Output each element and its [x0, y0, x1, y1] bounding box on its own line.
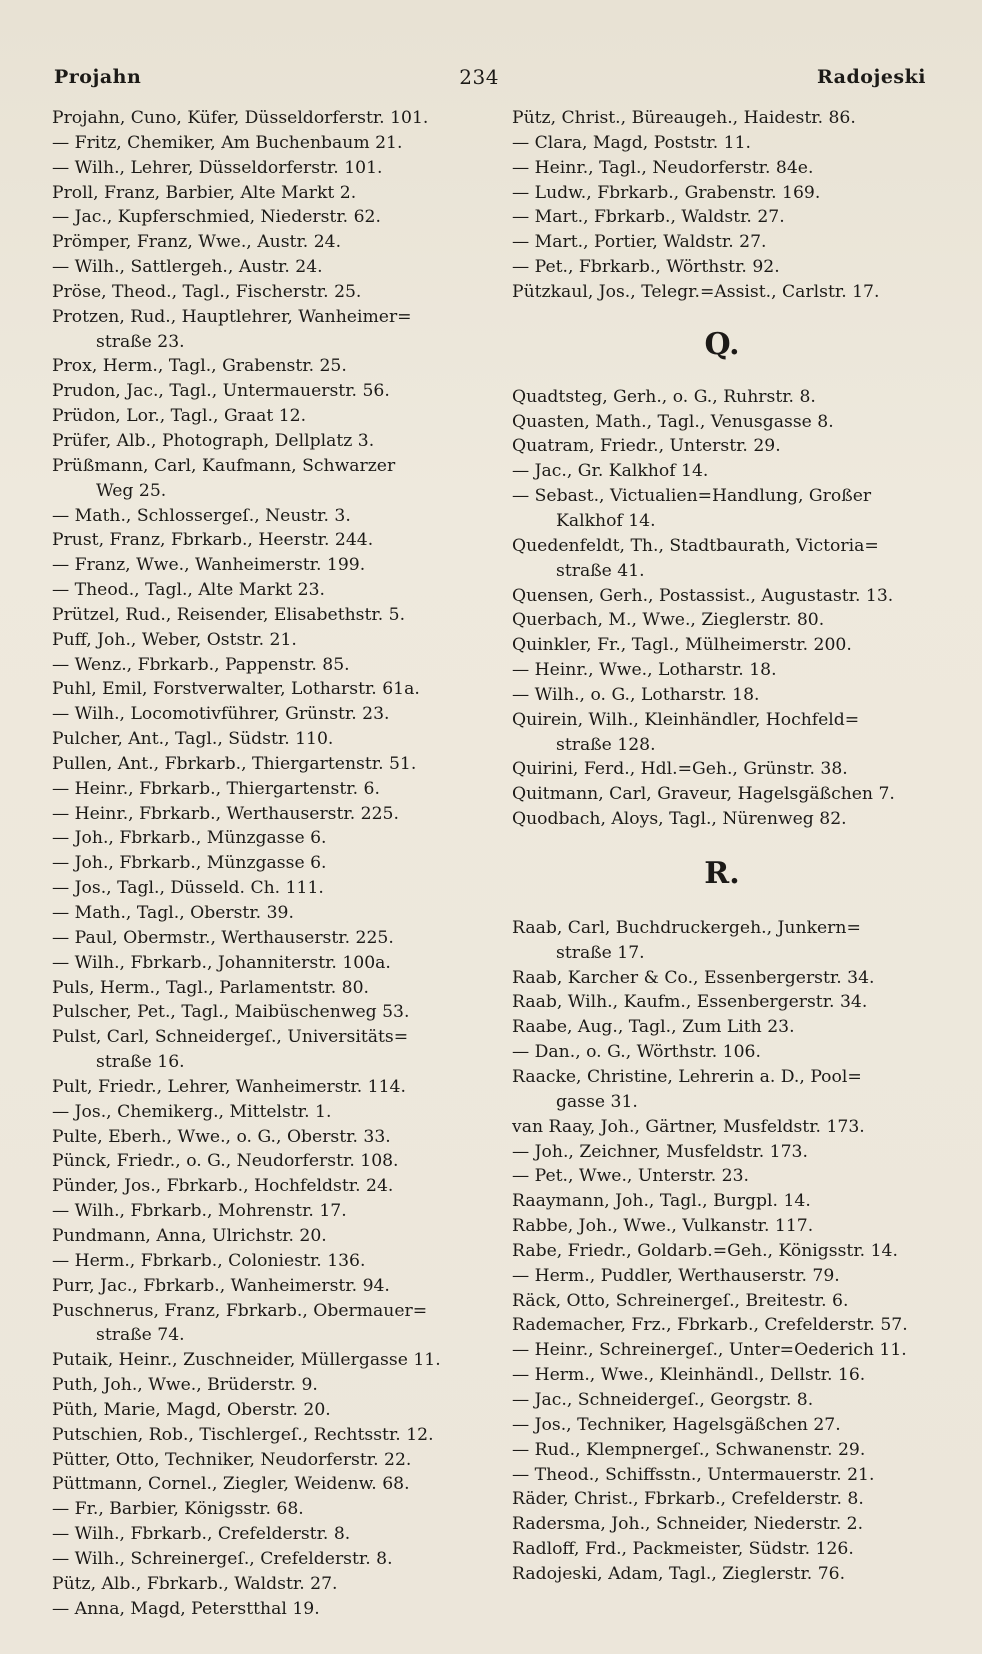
directory-entry: Projahn, Cuno, Küfer, Düsseldorferstr. 101. — [52, 108, 429, 128]
directory-entry: — Herm., Puddler, Werthauserstr. 79. — [512, 1265, 840, 1286]
page-number: 234 — [459, 65, 499, 89]
directory-entry: — Pet., Wwe., Unterstr. 23. — [512, 1166, 750, 1187]
directory-entry: Rademacher, Frz., Fbrkarb., Crefelderstr. 57. — [512, 1315, 908, 1336]
directory-entry: Püttmann, Cornel., Ziegler, Weidenw. 68. — [52, 1474, 410, 1495]
left-column — [52, 106, 484, 1621]
directory-entry: — Wilh., o. G., Lotharstr. 18. — [512, 684, 760, 705]
directory-entry: Prüßmann, Carl, Kaufmann, Schwarzer — [52, 455, 396, 476]
directory-entry: Raab, Wilh., Kaufm., Essenbergerstr. 34. — [512, 992, 868, 1013]
directory-entry: Prützel, Rud., Reisender, Elisabethstr. 5. — [52, 604, 406, 625]
directory-entry: Pünck, Friedr., o. G., Neudorferstr. 108. — [52, 1151, 399, 1172]
directory-entry: Püth, Marie, Magd, Oberstr. 20. — [52, 1399, 331, 1420]
directory-entry: Raab, Carl, Buchdruckergeh., Junkern= — [512, 917, 861, 938]
directory-entry: — Fritz, Chemiker, Am Buchenbaum 21. — [52, 132, 403, 153]
directory-entry: — Pet., Fbrkarb., Wörthstr. 92. — [512, 257, 780, 278]
directory-entry: — Mart., Portier, Waldstr. 27. — [512, 232, 767, 253]
directory-entry: Pullen, Ant., Fbrkarb., Thiergartenstr. 51. — [52, 753, 417, 774]
directory-entry: straße 128. — [556, 734, 656, 755]
directory-entry: Pundmann, Anna, Ulrichstr. 20. — [52, 1225, 327, 1246]
directory-entry: straße 16. — [96, 1052, 185, 1073]
directory-entry: Putschien, Rob., Tischlergeſ., Rechtsstr. 12. — [52, 1424, 434, 1445]
header-right-word: Radojeski — [816, 66, 926, 88]
r-entries — [512, 916, 932, 1587]
directory-entry: — Fr., Barbier, Königsstr. 68. — [52, 1499, 304, 1520]
directory-entry: — Wilh., Schreinergeſ., Crefelderstr. 8. — [52, 1548, 393, 1569]
directory-entry: Radloff, Frd., Packmeister, Südstr. 126. — [512, 1539, 854, 1560]
directory-entry: Protzen, Rud., Hauptlehrer, Wanheimer= — [52, 306, 412, 327]
directory-entry: Quitmann, Carl, Graveur, Hagelsgäßchen 7. — [512, 784, 895, 805]
directory-entry: straße 41. — [556, 560, 645, 581]
directory-entry: — Jac., Schneidergeſ., Georgstr. 8. — [512, 1389, 814, 1410]
directory-entry: — Wilh., Fbrkarb., Mohrenstr. 17. — [52, 1201, 347, 1222]
directory-entry: Puls, Herm., Tagl., Parlamentstr. 80. — [52, 977, 369, 998]
directory-entry: — Wilh., Fbrkarb., Crefelderstr. 8. — [52, 1524, 351, 1545]
directory-entry: Pütter, Otto, Techniker, Neudorferstr. 22. — [52, 1449, 412, 1470]
directory-entry: straße 23. — [96, 331, 185, 352]
directory-entry: — Wilh., Sattlergeh., Austr. 24. — [52, 257, 323, 278]
directory-entry: Räck, Otto, Schreinergeſ., Breitestr. 6. — [512, 1290, 849, 1311]
directory-entry: Pütz, Christ., Büreaugeh., Haidestr. 86. — [512, 108, 856, 128]
directory-entry: — Heinr., Wwe., Lotharstr. 18. — [512, 660, 777, 681]
directory-entry: Quasten, Math., Tagl., Venusgasse 8. — [512, 411, 834, 432]
directory-entry: Prüfer, Alb., Photograph, Dellplatz 3. — [52, 430, 375, 451]
directory-entry: van Raay, Joh., Gärtner, Musfeldstr. 173. — [512, 1116, 865, 1137]
directory-entry: Querbach, M., Wwe., Zieglerstr. 80. — [512, 610, 825, 631]
directory-entry: Pütz, Alb., Fbrkarb., Waldstr. 27. — [52, 1573, 338, 1594]
directory-entry: Räder, Christ., Fbrkarb., Crefelderstr. 8. — [512, 1489, 864, 1510]
directory-entry: — Wilh., Fbrkarb., Johanniterstr. 100a. — [52, 952, 391, 973]
directory-entry: — Jos., Tagl., Düsseld. Ch. 111. — [52, 878, 324, 899]
directory-entry: Prömper, Franz, Wwe., Austr. 24. — [52, 232, 342, 253]
directory-entry: — Franz, Wwe., Wanheimerstr. 199. — [52, 555, 366, 576]
directory-entry: — Heinr., Tagl., Neudorferstr. 84e. — [512, 157, 814, 178]
directory-entry: — Theod., Schiffsstn., Untermauerstr. 21. — [512, 1464, 875, 1485]
directory-entry: — Ludw., Fbrkarb., Grabenstr. 169. — [512, 182, 821, 203]
directory-entry: Radojeski, Adam, Tagl., Zieglerstr. 76. — [512, 1563, 846, 1584]
directory-entry: Quensen, Gerh., Postassist., Augustastr. 13. — [512, 585, 894, 606]
directory-entry: Prox, Herm., Tagl., Grabenstr. 25. — [52, 356, 347, 377]
right-column — [512, 106, 932, 1587]
directory-entry: Purr, Jac., Fbrkarb., Wanheimerstr. 94. — [52, 1275, 390, 1296]
directory-entry: — Herm., Wwe., Kleinhändl., Dellstr. 16. — [512, 1365, 866, 1386]
directory-entry: — Jos., Techniker, Hagelsgäßchen 27. — [512, 1414, 841, 1435]
directory-entry: Pützkaul, Jos., Telegr.=Assist., Carlstr. 17. — [512, 281, 880, 302]
directory-entry: gasse 31. — [556, 1091, 638, 1112]
directory-entry: Puth, Joh., Wwe., Brüderstr. 9. — [52, 1375, 318, 1396]
directory-entry: Putaik, Heinr., Zuschneider, Müllergasse 11. — [52, 1350, 441, 1371]
directory-entry: Quedenfeldt, Th., Stadtbaurath, Victoria= — [512, 535, 879, 556]
directory-entry: Rabe, Friedr., Goldarb.=Geh., Königsstr. 14. — [512, 1240, 898, 1261]
directory-entry: — Wenz., Fbrkarb., Pappenstr. 85. — [52, 654, 350, 675]
directory-entry: Puschnerus, Franz, Fbrkarb., Obermauer= — [52, 1300, 428, 1321]
directory-entry: — Sebast., Victualien=Handlung, Großer — [512, 486, 872, 507]
directory-entry: Rabbe, Joh., Wwe., Vulkanstr. 117. — [512, 1216, 814, 1237]
directory-entry: straße 17. — [556, 942, 645, 963]
directory-entry: Proll, Franz, Barbier, Alte Markt 2. — [52, 182, 357, 203]
directory-entry: Pünder, Jos., Fbrkarb., Hochfeldstr. 24. — [52, 1176, 394, 1197]
directory-entry: Quadtsteg, Gerh., o. G., Ruhrstr. 8. — [512, 386, 816, 407]
directory-entry: Quirein, Wilh., Kleinhändler, Hochfeld= — [512, 709, 860, 730]
header-left-word: Projahn — [54, 66, 142, 88]
directory-entry: Pulte, Eberh., Wwe., o. G., Oberstr. 33. — [52, 1126, 391, 1147]
directory-entry: — Joh., Zeichner, Musfeldstr. 173. — [512, 1141, 808, 1162]
directory-entry: Quirini, Ferd., Hdl.=Geh., Grünstr. 38. — [512, 759, 848, 780]
directory-entry: straße 74. — [96, 1325, 185, 1346]
directory-entry: Pulscher, Pet., Tagl., Maibüschenweg 53. — [52, 1002, 410, 1023]
directory-entry: — Jac., Kupferschmied, Niederstr. 62. — [52, 207, 381, 228]
directory-entry: Prudon, Jac., Tagl., Untermauerstr. 56. — [52, 381, 390, 402]
directory-entry: — Heinr., Fbrkarb., Thiergartenstr. 6. — [52, 778, 380, 799]
directory-entry: — Anna, Magd, Peterstthal 19. — [52, 1598, 320, 1619]
directory-entry: — Wilh., Lehrer, Düsseldorferstr. 101. — [52, 157, 383, 178]
directory-entry: Puff, Joh., Weber, Oststr. 21. — [52, 629, 297, 650]
directory-entry: — Clara, Magd, Poststr. 11. — [512, 132, 751, 153]
directory-entry: — Math., Schlossergeſ., Neustr. 3. — [52, 505, 351, 526]
page-header — [54, 62, 926, 92]
right-p-entries — [512, 106, 932, 305]
directory-entry: — Rud., Klempnergeſ., Schwanenstr. 29. — [512, 1439, 866, 1460]
directory-entry: Weg 25. — [96, 480, 167, 501]
directory-entry: — Joh., Fbrkarb., Münzgasse 6. — [52, 828, 327, 849]
directory-entry: Quodbach, Aloys, Tagl., Nürenweg 82. — [512, 809, 847, 830]
directory-entry: Pulcher, Ant., Tagl., Südstr. 110. — [52, 729, 334, 750]
directory-entry: Raacke, Christine, Lehrerin a. D., Pool= — [512, 1067, 862, 1087]
directory-entry: Raaymann, Joh., Tagl., Burgpl. 14. — [512, 1191, 811, 1212]
directory-entry: Raabe, Aug., Tagl., Zum Lith 23. — [512, 1017, 795, 1038]
directory-entry: Prüdon, Lor., Tagl., Graat 12. — [52, 406, 307, 427]
q-entries — [512, 385, 932, 832]
directory-entry: Prust, Franz, Fbrkarb., Heerstr. 244. — [52, 530, 374, 551]
directory-entry: — Jos., Chemikerg., Mittelstr. 1. — [52, 1101, 332, 1122]
directory-entry: Raab, Karcher & Co., Essenbergerstr. 34. — [512, 967, 875, 988]
directory-entry: Puhl, Emil, Forstverwalter, Lotharstr. 61a. — [52, 679, 420, 700]
directory-entry: — Theod., Tagl., Alte Markt 23. — [52, 580, 325, 601]
directory-entry: Pult, Friedr., Lehrer, Wanheimerstr. 114. — [52, 1076, 406, 1097]
directory-entry: — Joh., Fbrkarb., Münzgasse 6. — [52, 853, 327, 874]
directory-entry: Kalkhof 14. — [556, 510, 656, 531]
directory-entry: — Herm., Fbrkarb., Coloniestr. 136. — [52, 1250, 366, 1271]
section-letter-r: R. — [704, 855, 740, 891]
directory-entry: — Heinr., Schreinergeſ., Unter=Oederich 11. — [512, 1340, 907, 1361]
directory-entry: — Math., Tagl., Oberstr. 39. — [52, 903, 294, 923]
directory-entry: — Dan., o. G., Wörthstr. 106. — [512, 1042, 761, 1063]
directory-entry: Radersma, Joh., Schneider, Niederstr. 2. — [512, 1514, 864, 1535]
section-letter-q: Q. — [704, 326, 740, 362]
directory-entry: — Wilh., Locomotivführer, Grünstr. 23. — [52, 704, 390, 725]
directory-entry: — Jac., Gr. Kalkhof 14. — [512, 461, 709, 482]
directory-entry: Quinkler, Fr., Tagl., Mülheimerstr. 200. — [512, 635, 852, 656]
directory-entry: Quatram, Friedr., Unterstr. 29. — [512, 436, 781, 457]
directory-entry: — Paul, Obermstr., Werthauserstr. 225. — [52, 927, 394, 948]
directory-entry: — Mart., Fbrkarb., Waldstr. 27. — [512, 207, 785, 228]
directory-entry: Pröse, Theod., Tagl., Fischerstr. 25. — [52, 281, 362, 302]
directory-entry: Pulst, Carl, Schneidergeſ., Universitäts= — [52, 1027, 409, 1048]
directory-entry: — Heinr., Fbrkarb., Werthauserstr. 225. — [52, 803, 399, 824]
